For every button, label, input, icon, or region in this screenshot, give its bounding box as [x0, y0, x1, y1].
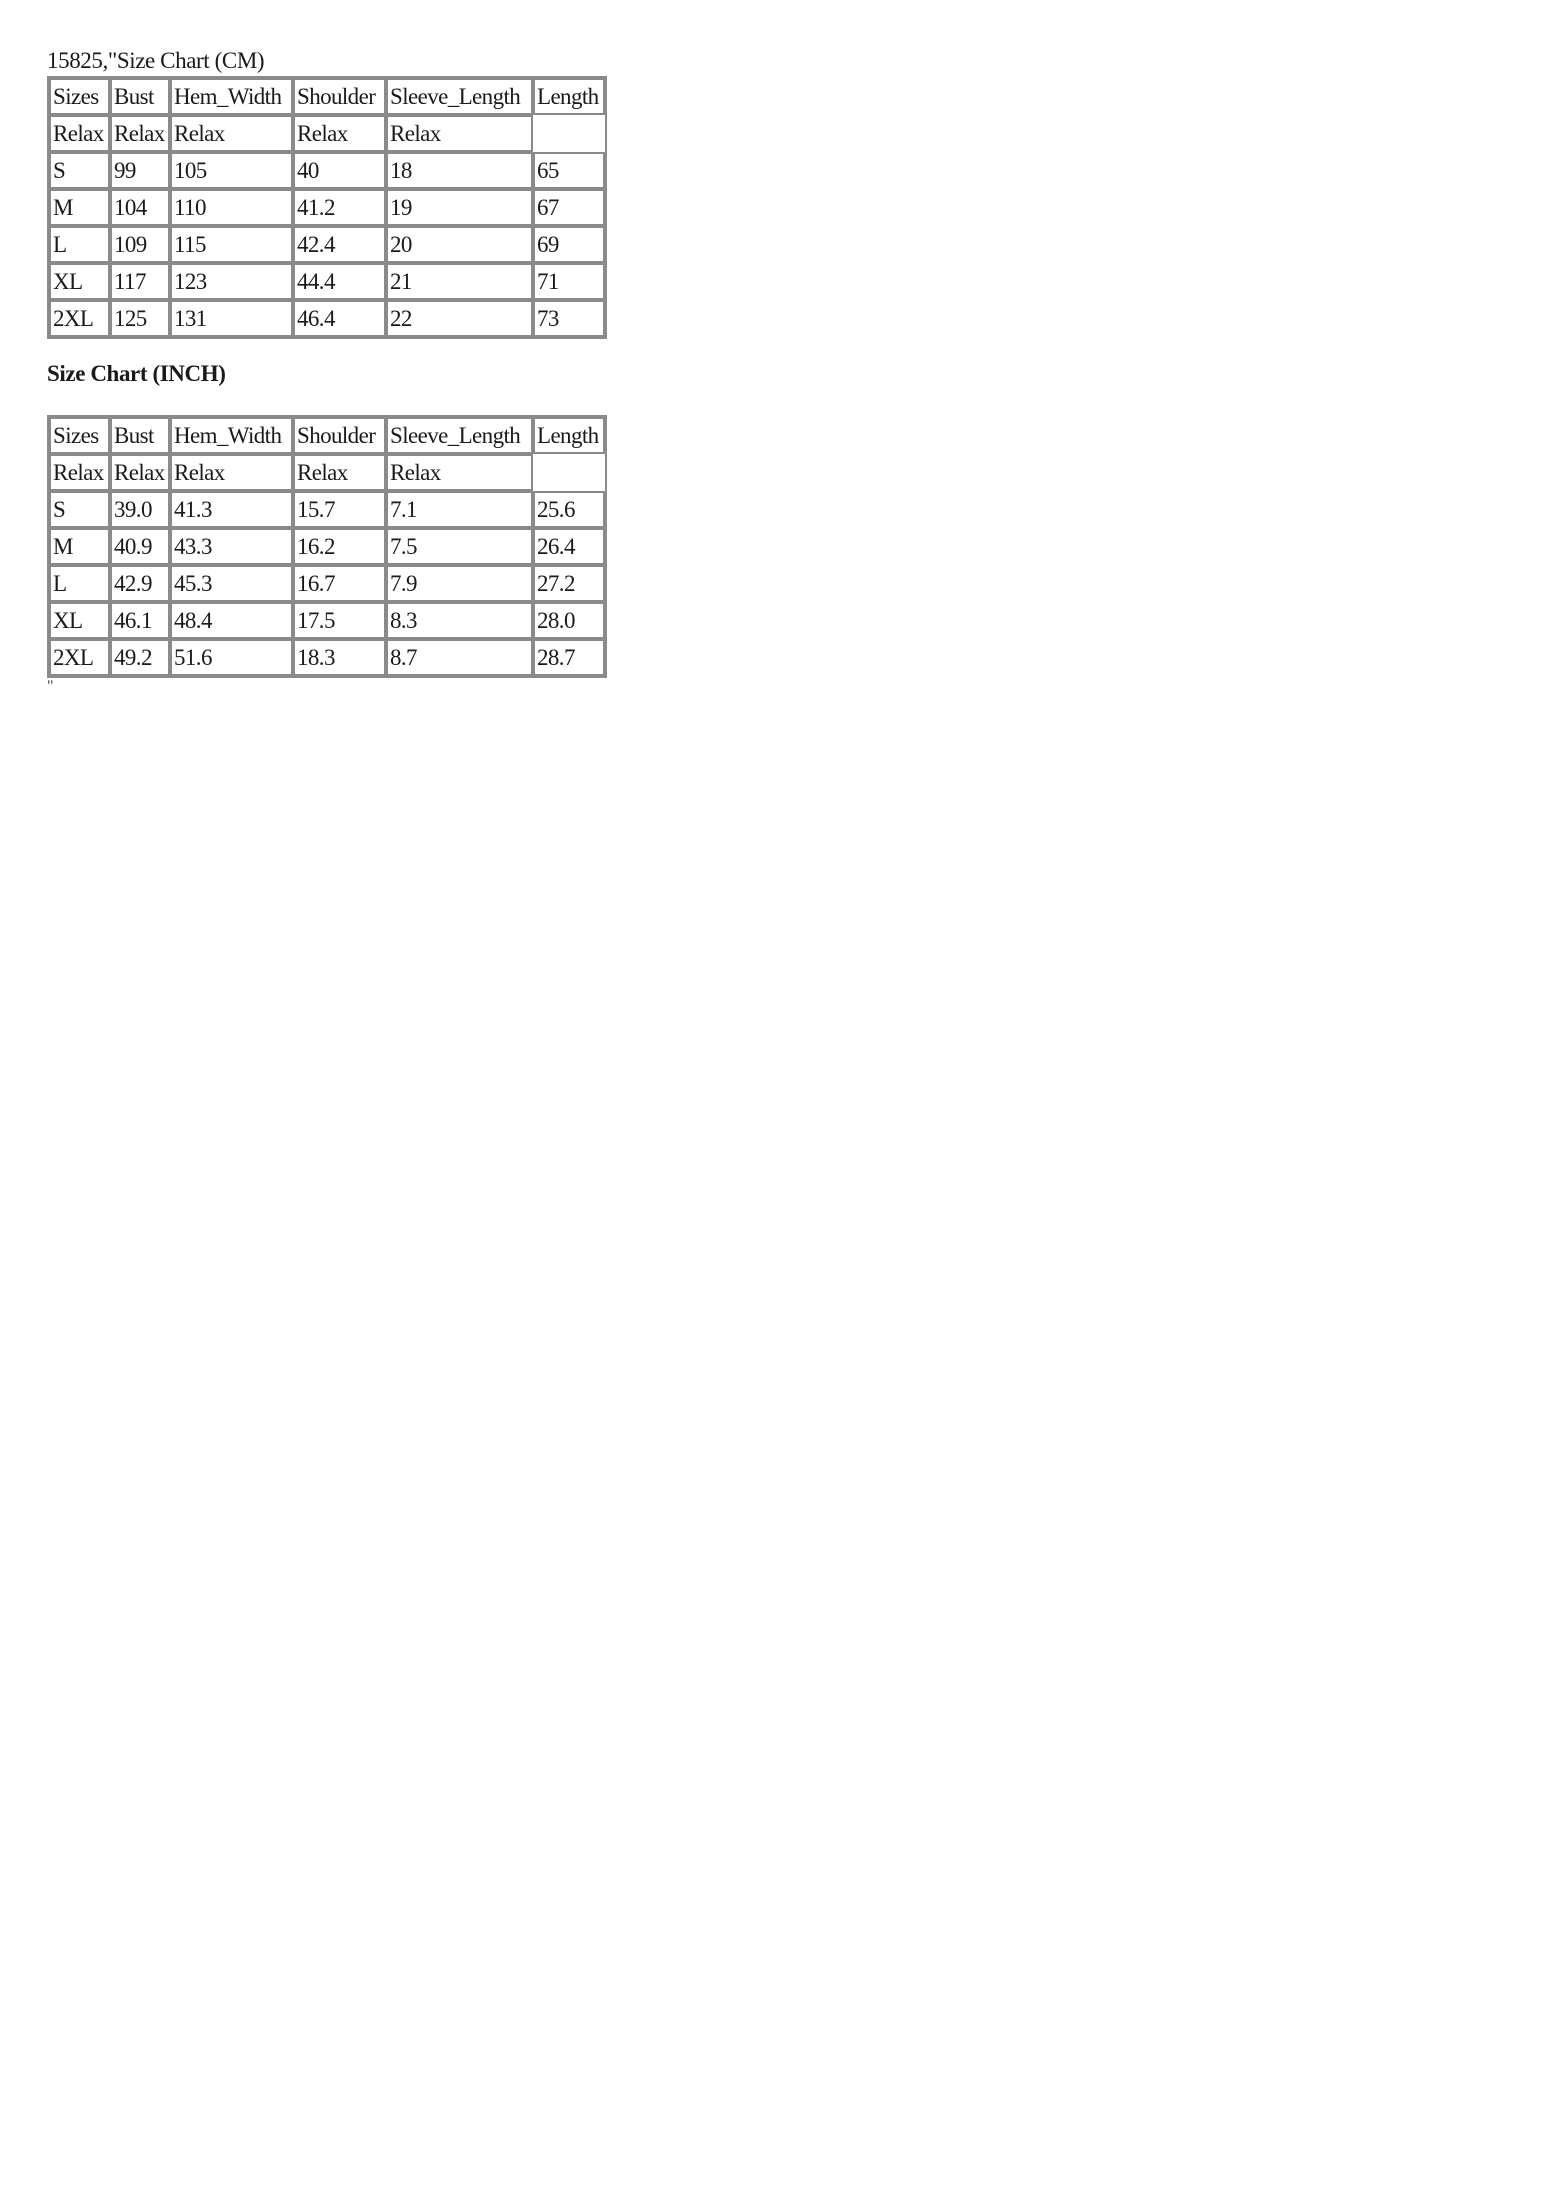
header-cell-hem-width: Hem_Width	[170, 78, 293, 115]
table-cell: 45.3	[170, 565, 293, 602]
table-cell: L	[49, 226, 110, 263]
header-cell-sleeve-length: Sleeve_Length	[386, 417, 533, 454]
header-cell-length: Length	[533, 78, 605, 115]
table-cell: 44.4	[293, 263, 386, 300]
table-cell: 73	[533, 300, 605, 337]
table-row	[49, 300, 605, 337]
table-cell: 110	[170, 189, 293, 226]
table-cell: 43.3	[170, 528, 293, 565]
header-cell-length: Length	[533, 417, 605, 454]
table-cell: 41.3	[170, 491, 293, 528]
table-cell: 42.9	[110, 565, 170, 602]
table-cell: 2XL	[49, 639, 110, 676]
inch-size-table	[47, 415, 607, 678]
table-cell: 46.1	[110, 602, 170, 639]
table-cell: 27.2	[533, 565, 605, 602]
table-cell: 21	[386, 263, 533, 300]
table-cell: S	[49, 491, 110, 528]
inch-chart-title: Size Chart (INCH)	[47, 361, 226, 386]
table-row	[49, 528, 605, 565]
table-cell: 131	[170, 300, 293, 337]
table-cell: 40.9	[110, 528, 170, 565]
table-cell: 2XL	[49, 300, 110, 337]
table-cell: 17.5	[293, 602, 386, 639]
table-cell: XL	[49, 602, 110, 639]
table-row	[49, 189, 605, 226]
table-cell: 123	[170, 263, 293, 300]
table-header-row	[49, 78, 605, 115]
header-cell-shoulder: Shoulder	[293, 78, 386, 115]
table-cell: 7.9	[386, 565, 533, 602]
table-cell: S	[49, 152, 110, 189]
table-cell: 25.6	[533, 491, 605, 528]
table-cell: 49.2	[110, 639, 170, 676]
table-cell: 7.5	[386, 528, 533, 565]
header-cell-bust: Bust	[110, 78, 170, 115]
subheader-cell: Relax	[386, 454, 533, 491]
table-cell: 105	[170, 152, 293, 189]
table-cell: M	[49, 528, 110, 565]
subheader-cell: Relax	[170, 454, 293, 491]
table-row	[49, 491, 605, 528]
cm-size-table	[47, 76, 607, 339]
header-cell-sizes: Sizes	[49, 417, 110, 454]
header-cell-sleeve-length: Sleeve_Length	[386, 78, 533, 115]
cm-chart-title: 15825,"Size Chart (CM)	[47, 48, 265, 73]
table-cell: 67	[533, 189, 605, 226]
table-cell: 125	[110, 300, 170, 337]
subheader-cell-empty	[533, 115, 605, 152]
table-cell: 117	[110, 263, 170, 300]
table-cell: 15.7	[293, 491, 386, 528]
table-cell: L	[49, 565, 110, 602]
header-cell-shoulder: Shoulder	[293, 417, 386, 454]
subheader-cell: Relax	[386, 115, 533, 152]
header-cell-hem-width: Hem_Width	[170, 417, 293, 454]
table-cell: 26.4	[533, 528, 605, 565]
subheader-cell: Relax	[110, 454, 170, 491]
subheader-cell: Relax	[49, 115, 110, 152]
table-cell: 8.3	[386, 602, 533, 639]
header-cell-bust: Bust	[110, 417, 170, 454]
table-row	[49, 263, 605, 300]
header-cell-sizes: Sizes	[49, 78, 110, 115]
table-cell: 18.3	[293, 639, 386, 676]
table-cell: 20	[386, 226, 533, 263]
table-header-row	[49, 417, 605, 454]
table-subheader-row	[49, 454, 605, 491]
table-cell: 104	[110, 189, 170, 226]
table-cell: 19	[386, 189, 533, 226]
table-row	[49, 226, 605, 263]
table-cell: 28.0	[533, 602, 605, 639]
table-cell: 109	[110, 226, 170, 263]
table-cell: XL	[49, 263, 110, 300]
table-cell: 28.7	[533, 639, 605, 676]
subheader-cell: Relax	[49, 454, 110, 491]
table-cell: 16.2	[293, 528, 386, 565]
table-cell: 7.1	[386, 491, 533, 528]
table-cell: 39.0	[110, 491, 170, 528]
table-row	[49, 639, 605, 676]
table-row	[49, 565, 605, 602]
table-cell: 51.6	[170, 639, 293, 676]
table-cell: 65	[533, 152, 605, 189]
table-cell: 71	[533, 263, 605, 300]
table-cell: 8.7	[386, 639, 533, 676]
table-cell: 42.4	[293, 226, 386, 263]
table-cell: 48.4	[170, 602, 293, 639]
table-row	[49, 602, 605, 639]
table-cell: 22	[386, 300, 533, 337]
subheader-cell: Relax	[293, 115, 386, 152]
size-chart-document	[47, 46, 607, 695]
table-cell: M	[49, 189, 110, 226]
table-cell: 41.2	[293, 189, 386, 226]
table-cell: 69	[533, 226, 605, 263]
subheader-cell: Relax	[170, 115, 293, 152]
table-cell: 99	[110, 152, 170, 189]
closing-quote-mark: "	[47, 678, 54, 695]
table-cell: 18	[386, 152, 533, 189]
subheader-cell: Relax	[110, 115, 170, 152]
table-cell: 40	[293, 152, 386, 189]
subheader-cell: Relax	[293, 454, 386, 491]
table-subheader-row	[49, 115, 605, 152]
subheader-cell-empty	[533, 454, 605, 491]
table-cell: 46.4	[293, 300, 386, 337]
table-row	[49, 152, 605, 189]
table-cell: 115	[170, 226, 293, 263]
table-cell: 16.7	[293, 565, 386, 602]
